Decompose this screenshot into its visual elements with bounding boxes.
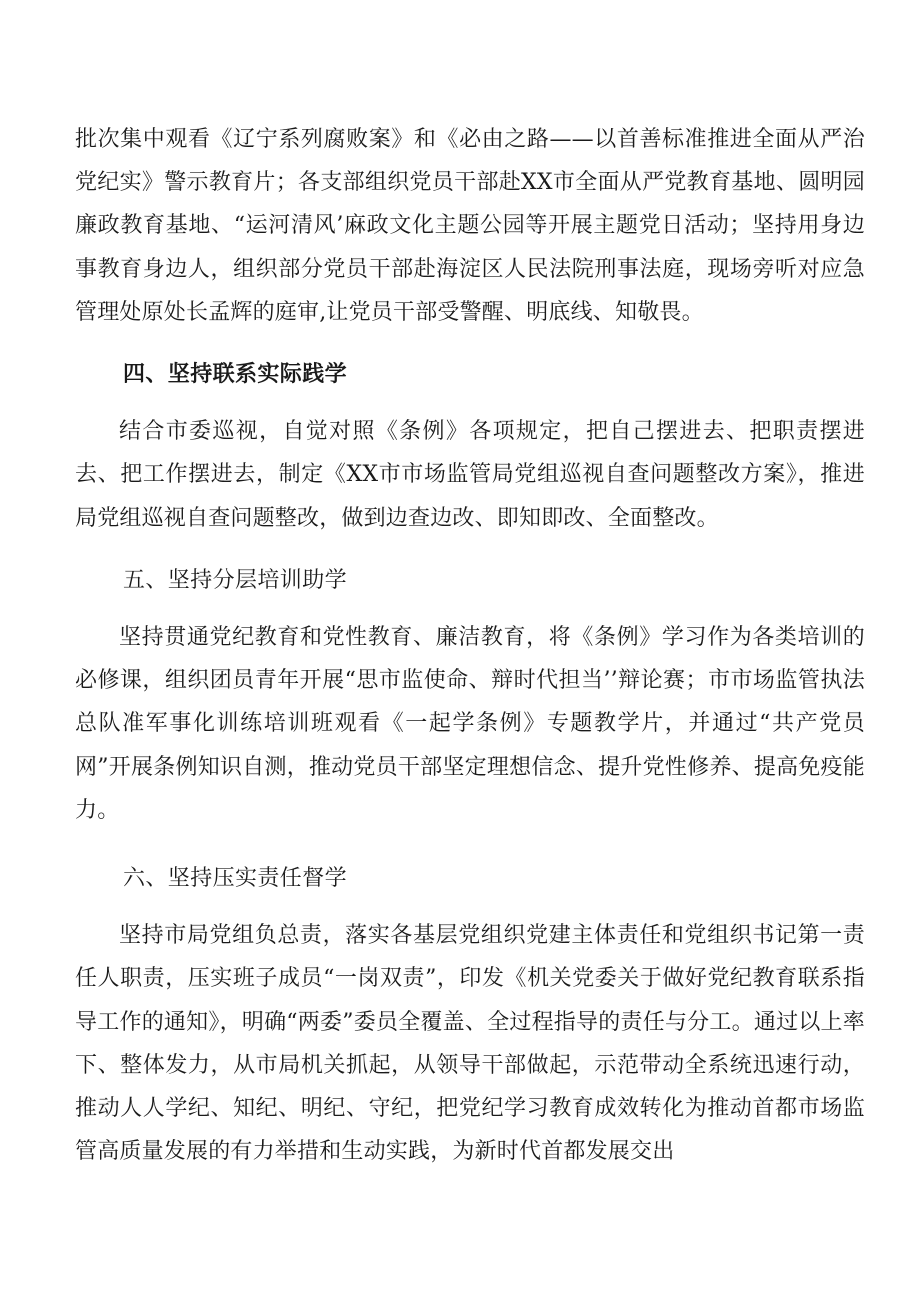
paragraph-continued: 批次集中观看《辽宁系列腐败案》和《必由之路——以首善标准推进全面从严治党纪实》警示教育片；各支部组织党员干部赴XX市全面从严党教育基地、圆明园廉政教育基地、“运河清风’麻政文化主题公园等开展主题党日活动；坚持用身边事教育身边人，组织部分党员干部赴海淀区人民法院刑事法庭，现场旁听对应急管理处原处长孟辉的庭审,让党员干部受警醒、明底线、知敬畏。: [75, 127, 865, 325]
spacer: [75, 334, 865, 353]
section-heading-4: 四、坚持联系实际践学: [123, 361, 348, 388]
spacer: [75, 900, 865, 914]
section-heading-6: 六、坚持压实责任督学: [123, 866, 348, 892]
paragraph-section-6: 坚持市局党组负总责，落实各基层党组织党建主体责任和党组织书记第一责任人职责，压实班子成员“一岗双责”，印发《机关党委关于做好党纪教育联系指导工作的通知》，明确“两委”委员全覆盖、全过程指导的责任与分工。通过以上率下、整体发力，从市局机关抓起，从领导干部做起，示范带动全系统迅速行动，推动人人学纪、知纪、明纪、守纪，把党纪学习教育成效转化为推动首都市场监管高质量发展的有力举措和生动实践，为新时代首都发展交出: [75, 923, 865, 1165]
section-heading-5: 五、坚持分层培训助学: [123, 567, 348, 593]
document-page: [75, 118, 865, 1173]
spacer: [75, 602, 865, 616]
spacer: [75, 540, 865, 559]
paragraph-section-4: 结合市委巡视，自觉对照《条例》各项规定，把自己摆进去、把职责摆进去、把工作摆进去，制定《XX市市场监管局党组巡视自查问题整改方案》，推进局党组巡视自查问题整改，做到边查边改、即知即改、全面整改。: [75, 419, 865, 531]
spacer: [75, 832, 865, 857]
spacer: [75, 396, 865, 410]
paragraph-section-5: 坚持贯通党纪教育和党性教育、廉洁教育，将《条例》学习作为各类培训的必修课，组织团员青年开展“思市监使命、辩时代担当’’辩论赛；市市场监管执法总队准军事化训练培训班观看《一起学条例》专题教学片，并通过“共产党员网”开展条例知识自测，推动党员干部坚定理想信念、提升党性修养、提高免疫能力。: [75, 625, 865, 823]
